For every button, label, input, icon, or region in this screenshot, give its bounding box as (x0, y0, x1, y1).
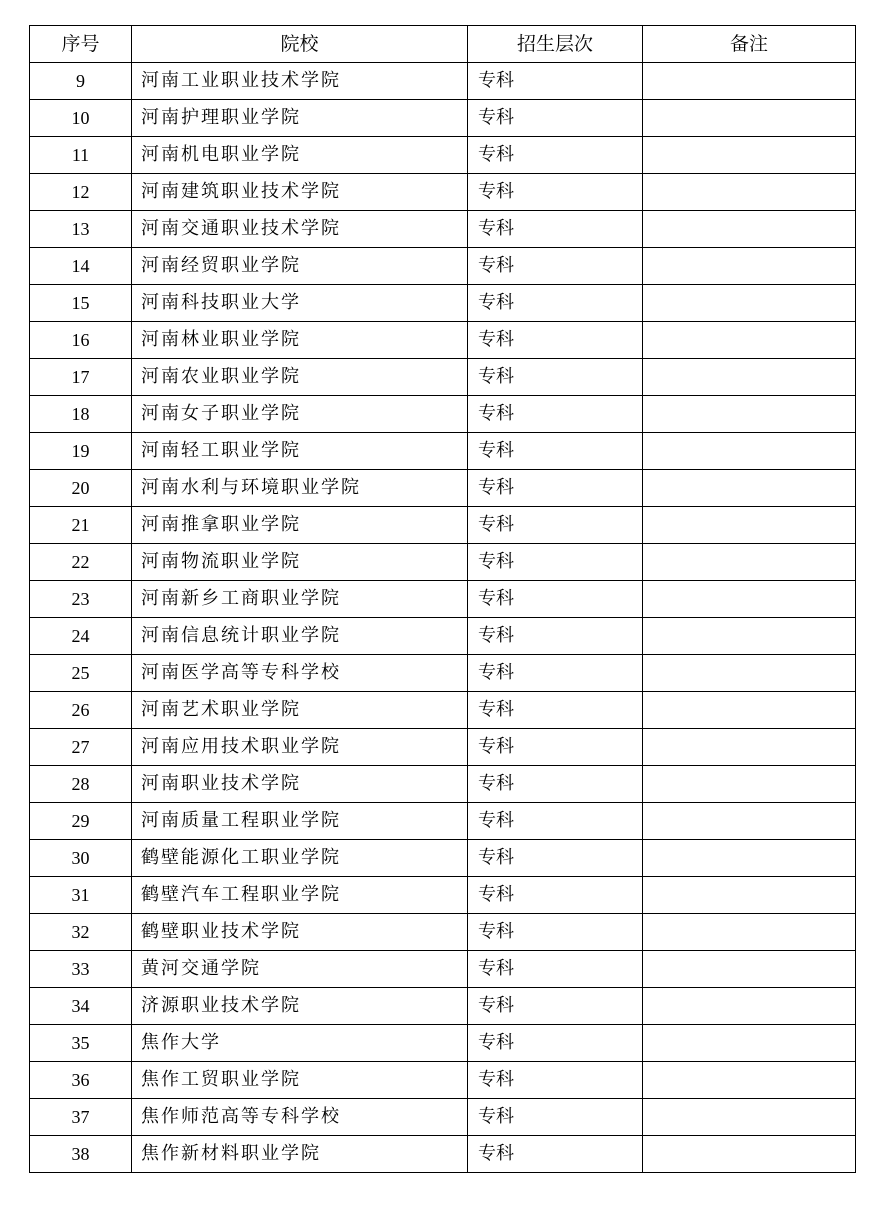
table-row (30, 655, 856, 692)
school-name: 河南科技职业大学 (132, 285, 468, 322)
row-number: 10 (30, 100, 132, 137)
enrollment-level: 专科 (468, 914, 643, 951)
table-row (30, 692, 856, 729)
row-number: 26 (30, 692, 132, 729)
header-school: 院校 (132, 26, 468, 63)
enrollment-level: 专科 (468, 544, 643, 581)
row-number: 12 (30, 174, 132, 211)
row-number: 28 (30, 766, 132, 803)
school-name: 河南女子职业学院 (132, 396, 468, 433)
row-number: 19 (30, 433, 132, 470)
table-row (30, 951, 856, 988)
enrollment-level: 专科 (468, 988, 643, 1025)
school-name: 河南轻工职业学院 (132, 433, 468, 470)
row-number: 16 (30, 322, 132, 359)
school-name: 河南物流职业学院 (132, 544, 468, 581)
enrollment-level: 专科 (468, 137, 643, 174)
table-header (30, 26, 856, 63)
row-number: 11 (30, 137, 132, 174)
enrollment-level: 专科 (468, 1136, 643, 1173)
row-number: 20 (30, 470, 132, 507)
note-cell (643, 396, 856, 433)
row-number: 32 (30, 914, 132, 951)
school-name: 河南机电职业学院 (132, 137, 468, 174)
table-row (30, 544, 856, 581)
row-number: 33 (30, 951, 132, 988)
enrollment-level: 专科 (468, 1025, 643, 1062)
table-row (30, 877, 856, 914)
school-name: 鹤壁能源化工职业学院 (132, 840, 468, 877)
school-name: 济源职业技术学院 (132, 988, 468, 1025)
enrollment-level: 专科 (468, 322, 643, 359)
row-number: 30 (30, 840, 132, 877)
school-name: 河南医学高等专科学校 (132, 655, 468, 692)
enrollment-level: 专科 (468, 396, 643, 433)
note-cell (643, 877, 856, 914)
table-row (30, 729, 856, 766)
school-name: 焦作新材料职业学院 (132, 1136, 468, 1173)
enrollment-level: 专科 (468, 655, 643, 692)
enrollment-level: 专科 (468, 692, 643, 729)
note-cell (643, 285, 856, 322)
enrollment-level: 专科 (468, 285, 643, 322)
note-cell (643, 211, 856, 248)
table-row (30, 211, 856, 248)
table-row (30, 137, 856, 174)
table-row (30, 840, 856, 877)
table-row (30, 322, 856, 359)
school-name: 河南交通职业技术学院 (132, 211, 468, 248)
row-number: 34 (30, 988, 132, 1025)
row-number: 21 (30, 507, 132, 544)
school-name: 河南应用技术职业学院 (132, 729, 468, 766)
table-row (30, 63, 856, 100)
note-cell (643, 655, 856, 692)
row-number: 35 (30, 1025, 132, 1062)
enrollment-level: 专科 (468, 618, 643, 655)
row-number: 25 (30, 655, 132, 692)
note-cell (643, 137, 856, 174)
table-body (30, 63, 856, 1173)
row-number: 15 (30, 285, 132, 322)
row-number: 9 (30, 63, 132, 100)
note-cell (643, 840, 856, 877)
row-number: 22 (30, 544, 132, 581)
enrollment-level: 专科 (468, 433, 643, 470)
enrollment-level: 专科 (468, 211, 643, 248)
table-row (30, 174, 856, 211)
note-cell (643, 544, 856, 581)
note-cell (643, 1025, 856, 1062)
school-name: 河南建筑职业技术学院 (132, 174, 468, 211)
table-row (30, 988, 856, 1025)
table-row (30, 1025, 856, 1062)
note-cell (643, 1136, 856, 1173)
school-name: 河南林业职业学院 (132, 322, 468, 359)
enrollment-level: 专科 (468, 100, 643, 137)
enrollment-level: 专科 (468, 581, 643, 618)
enrollment-level: 专科 (468, 803, 643, 840)
row-number: 27 (30, 729, 132, 766)
enrollment-level: 专科 (468, 248, 643, 285)
note-cell (643, 1099, 856, 1136)
enrollment-level: 专科 (468, 359, 643, 396)
note-cell (643, 63, 856, 100)
row-number: 38 (30, 1136, 132, 1173)
note-cell (643, 322, 856, 359)
table-row (30, 100, 856, 137)
enrollment-level: 专科 (468, 877, 643, 914)
school-name: 河南艺术职业学院 (132, 692, 468, 729)
table-row (30, 470, 856, 507)
table-row (30, 618, 856, 655)
note-cell (643, 174, 856, 211)
school-table (29, 25, 856, 1173)
note-cell (643, 581, 856, 618)
school-name: 鹤壁职业技术学院 (132, 914, 468, 951)
row-number: 36 (30, 1062, 132, 1099)
row-number: 31 (30, 877, 132, 914)
enrollment-level: 专科 (468, 840, 643, 877)
table-row (30, 507, 856, 544)
document-page (29, 25, 855, 1173)
school-name: 河南水利与环境职业学院 (132, 470, 468, 507)
header-no: 序号 (30, 26, 132, 63)
enrollment-level: 专科 (468, 951, 643, 988)
enrollment-level: 专科 (468, 174, 643, 211)
school-name: 河南农业职业学院 (132, 359, 468, 396)
note-cell (643, 507, 856, 544)
note-cell (643, 470, 856, 507)
school-name: 焦作大学 (132, 1025, 468, 1062)
note-cell (643, 951, 856, 988)
school-name: 河南推拿职业学院 (132, 507, 468, 544)
school-name: 河南经贸职业学院 (132, 248, 468, 285)
header-level: 招生层次 (468, 26, 643, 63)
row-number: 24 (30, 618, 132, 655)
table-row (30, 433, 856, 470)
row-number: 13 (30, 211, 132, 248)
school-name: 河南护理职业学院 (132, 100, 468, 137)
school-name: 河南工业职业技术学院 (132, 63, 468, 100)
school-name: 焦作工贸职业学院 (132, 1062, 468, 1099)
note-cell (643, 803, 856, 840)
school-name: 河南信息统计职业学院 (132, 618, 468, 655)
table-row (30, 914, 856, 951)
table-row (30, 803, 856, 840)
enrollment-level: 专科 (468, 470, 643, 507)
note-cell (643, 100, 856, 137)
row-number: 18 (30, 396, 132, 433)
note-cell (643, 248, 856, 285)
enrollment-level: 专科 (468, 729, 643, 766)
table-row (30, 396, 856, 433)
note-cell (643, 914, 856, 951)
enrollment-level: 专科 (468, 1099, 643, 1136)
enrollment-level: 专科 (468, 1062, 643, 1099)
school-name: 河南职业技术学院 (132, 766, 468, 803)
note-cell (643, 1062, 856, 1099)
school-name: 黄河交通学院 (132, 951, 468, 988)
row-number: 29 (30, 803, 132, 840)
table-row (30, 1099, 856, 1136)
note-cell (643, 618, 856, 655)
table-row (30, 766, 856, 803)
note-cell (643, 988, 856, 1025)
enrollment-level: 专科 (468, 507, 643, 544)
row-number: 14 (30, 248, 132, 285)
note-cell (643, 359, 856, 396)
school-name: 河南质量工程职业学院 (132, 803, 468, 840)
row-number: 17 (30, 359, 132, 396)
header-row (30, 26, 856, 63)
table-row (30, 581, 856, 618)
note-cell (643, 692, 856, 729)
school-name: 鹤壁汽车工程职业学院 (132, 877, 468, 914)
school-name: 焦作师范高等专科学校 (132, 1099, 468, 1136)
row-number: 37 (30, 1099, 132, 1136)
row-number: 23 (30, 581, 132, 618)
table-row (30, 359, 856, 396)
header-note: 备注 (643, 26, 856, 63)
school-name: 河南新乡工商职业学院 (132, 581, 468, 618)
note-cell (643, 433, 856, 470)
enrollment-level: 专科 (468, 766, 643, 803)
enrollment-level: 专科 (468, 63, 643, 100)
table-row (30, 1136, 856, 1173)
note-cell (643, 766, 856, 803)
table-row (30, 285, 856, 322)
table-row (30, 248, 856, 285)
table-row (30, 1062, 856, 1099)
note-cell (643, 729, 856, 766)
